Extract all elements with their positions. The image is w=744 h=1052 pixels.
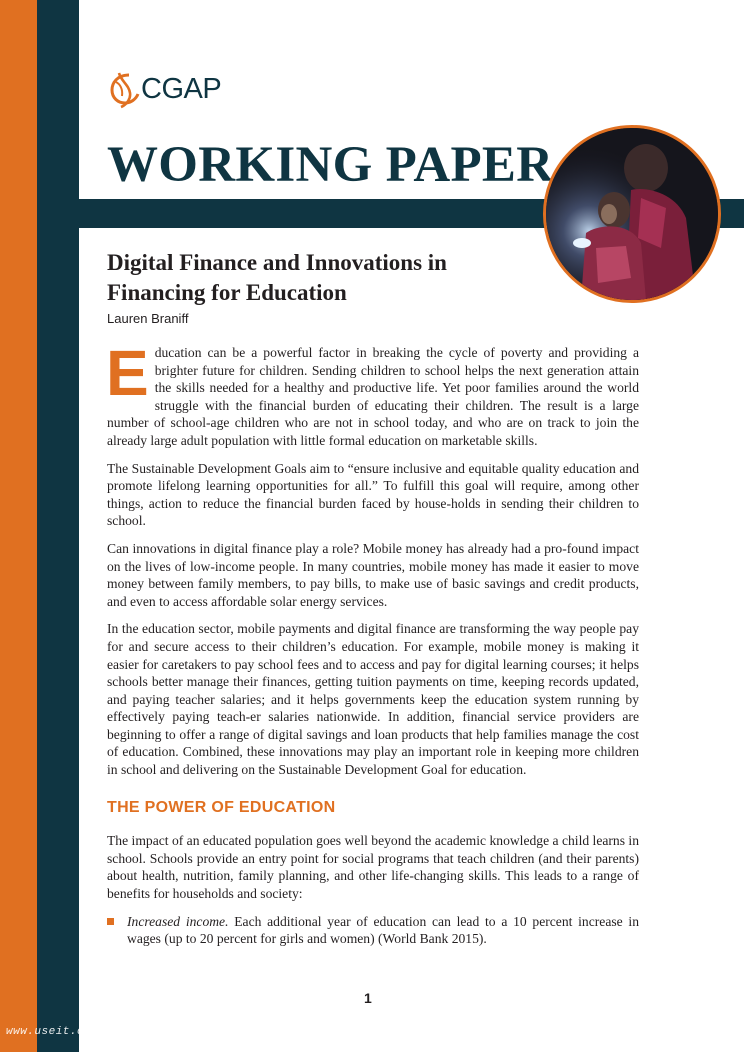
bullet-text: Each additional year of education can lead to a 10 percent increase in wages (up to 20 percent for girls and women) (World Bank 2015). — [127, 913, 639, 947]
watermark: www.useit.com.cn — [6, 1026, 120, 1038]
document-title: Digital Finance and Innovations in Financing for Education — [107, 250, 447, 305]
bullet-square-icon — [107, 918, 114, 925]
cgap-logo-mark-icon — [107, 69, 143, 109]
paragraph-intro-text: ducation can be a powerful factor in breaking the cycle of poverty and providing a brighter future for children. Sending children to school helps the next generation attain the skills needed for a healthy and productive life. Yet poor families around the world struggle with the financial burden of educating their children. The result is a large number of school-age children who are not in school today, and who are on track to join the already large adult population with little formal education on marketable skills. — [107, 345, 639, 448]
paragraph-mobile-money: Can innovations in digital finance play a role? Mobile money has already had a pro-found impact on the lives of low-income people. In many countries, mobile money has made it easier to move money between family members, to pay bills, to make use of basic savings and credit products, and even to access affordable solar energy services. — [107, 540, 639, 609]
working-paper-label: WORKING PAPER — [107, 137, 554, 193]
body-text — [106, 337, 639, 948]
left-orange-strip — [0, 0, 37, 1052]
left-teal-strip — [37, 0, 79, 1052]
bullet-term: Increased income. — [127, 913, 229, 929]
page-number: 1 — [364, 990, 372, 1006]
bullet-item — [107, 913, 639, 948]
paragraph-intro — [106, 337, 639, 450]
cover-photo — [543, 125, 721, 303]
author-name: Lauren Braniff — [107, 311, 189, 326]
paragraph-education-sector: In the education sector, mobile payments and digital finance are transforming the way people pay for and secure access to their children’s education. For example, mobile money is making it easier for caretakers to pay school fees and to access and pay for digital learning courses; it helps schools better manage their finances, getting tuition payments on time, keeping records updated, and paying teacher salaries; and it helps governments keep the education system running by effectively paying teach-er salaries nationwide. In addition, financial service providers are beginning to offer a range of digital savings and loan products that help families manage the cost of education. Combined, these innovations may play an important role in keeping more children in school and delivering on the Sustainable Development Goal for education. — [107, 621, 639, 778]
cgap-logo — [107, 69, 221, 109]
logo-text: CGAP — [141, 73, 222, 105]
paragraph-sdg: The Sustainable Development Goals aim to “ensure inclusive and equitable quality education and promote lifelong learning opportunities for all.” To fulfill this goal will require, among other things, action to reduce the financial burden faced by house-holds in sending their children to school. — [107, 460, 639, 529]
paragraph-power-of-education: The impact of an educated population goes well beyond the academic knowledge a child learns in school. Schools provide an entry point for social programs that teach children (and their parents) about health, nutrition, family planning, and other life-changing skills. This leads to a range of benefits for households and society: — [107, 833, 639, 902]
section-heading: THE POWER OF EDUCATION — [107, 798, 336, 816]
drop-cap: E — [106, 337, 149, 409]
